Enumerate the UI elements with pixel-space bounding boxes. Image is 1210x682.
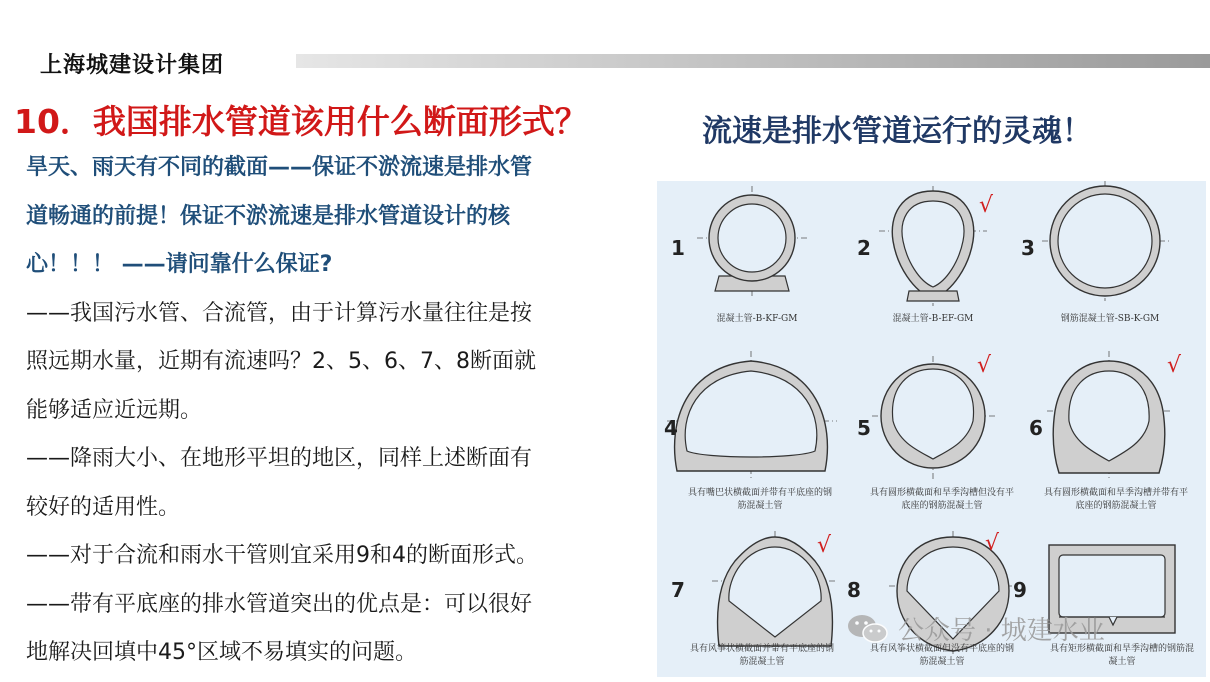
pipe-section-3 <box>1042 181 1169 301</box>
text-line: 心！！！ ——请问靠什么保证? <box>26 252 333 277</box>
pipe-diagrams <box>657 181 1206 677</box>
text-line: 道畅通的前提！保证不淤流速是排水管道设计的核 <box>26 203 511 229</box>
company-name: 上海城建设计集团 <box>40 53 225 78</box>
caption-4: 具有嘴巴状横截面并带有平底座的钢筋混凝土管 <box>687 488 832 511</box>
wechat-icon <box>846 613 890 645</box>
text-line: 能够适应近远期。 <box>26 397 203 423</box>
caption-2: 混凝土管-B-EF-GM <box>892 314 974 324</box>
pipe-section-2 <box>879 186 987 306</box>
pipe-section-4 <box>667 351 837 481</box>
caption-6: 具有圆形横截面和旱季沟槽并带有平底座的钢筋混凝土管 <box>1043 488 1188 511</box>
watermark-text: 公众号 · 城建水业 <box>898 616 1105 646</box>
caption-8: 具有风筝状横截面但没有平底座的钢筋混凝土管 <box>869 644 1014 667</box>
check-mark: √ <box>977 353 992 378</box>
caption-1: 混凝土管-B-KF-GM <box>716 314 798 324</box>
header-divider-bar <box>296 54 1210 68</box>
check-mark: √ <box>979 193 994 218</box>
section-number-3: 3 <box>1021 236 1035 260</box>
text-line: ——降雨大小、在地形平坦的地区，同样上述断面有 <box>26 446 533 471</box>
section-number-8: 8 <box>847 578 861 602</box>
caption-9: 具有矩形横截面和旱季沟槽的钢筋混凝土管 <box>1049 644 1194 667</box>
text-line: ——对于合流和雨水干管则宜采用9和4的断面形式。 <box>26 543 538 568</box>
pipe-section-1 <box>697 186 807 296</box>
check-mark: √ <box>1167 353 1182 378</box>
check-mark: √ <box>817 533 832 558</box>
section-number-4: 4 <box>664 416 678 440</box>
section-number-9: 9 <box>1013 578 1027 602</box>
section-number-6: 6 <box>1029 416 1043 440</box>
text-line: 旱天、雨天有不同的截面——保证不淤流速是排水管 <box>26 155 533 180</box>
text-line: 照远期水量，近期有流速吗？2、5、6、7、8断面就 <box>26 349 536 374</box>
text-line: ——我国污水管、合流管，由于计算污水量往往是按 <box>26 300 533 326</box>
section-number-5: 5 <box>857 416 871 440</box>
text-line: 较好的适用性。 <box>26 494 181 520</box>
slide-title: 10．我国排水管道该用什么断面形式？ <box>14 102 588 141</box>
text-line: 地解决回填中45°区域不易填实的问题。 <box>26 640 417 665</box>
caption-3: 钢筋混凝土管-SB-K-GM <box>1060 314 1160 324</box>
section-number-2: 2 <box>857 236 871 260</box>
body-text <box>26 148 654 682</box>
caption-5: 具有圆形横截面和旱季沟槽但没有平底座的钢筋混凝土管 <box>869 488 1014 511</box>
watermark <box>846 610 1105 647</box>
caption-7: 具有风筝状横截面并带有平底座的钢筋混凝土管 <box>689 644 834 667</box>
check-mark: √ <box>985 531 1000 556</box>
section-number-7: 7 <box>671 578 685 602</box>
header <box>0 44 1210 78</box>
section-number-1: 1 <box>671 236 685 260</box>
pipe-section-6 <box>1047 351 1172 481</box>
text-line: ——带有平底座的排水管道突出的优点是：可以很好 <box>26 591 533 617</box>
slide-subtitle: 流速是排水管道运行的灵魂！ <box>702 114 1092 149</box>
pipe-cross-section-figure <box>657 181 1206 677</box>
